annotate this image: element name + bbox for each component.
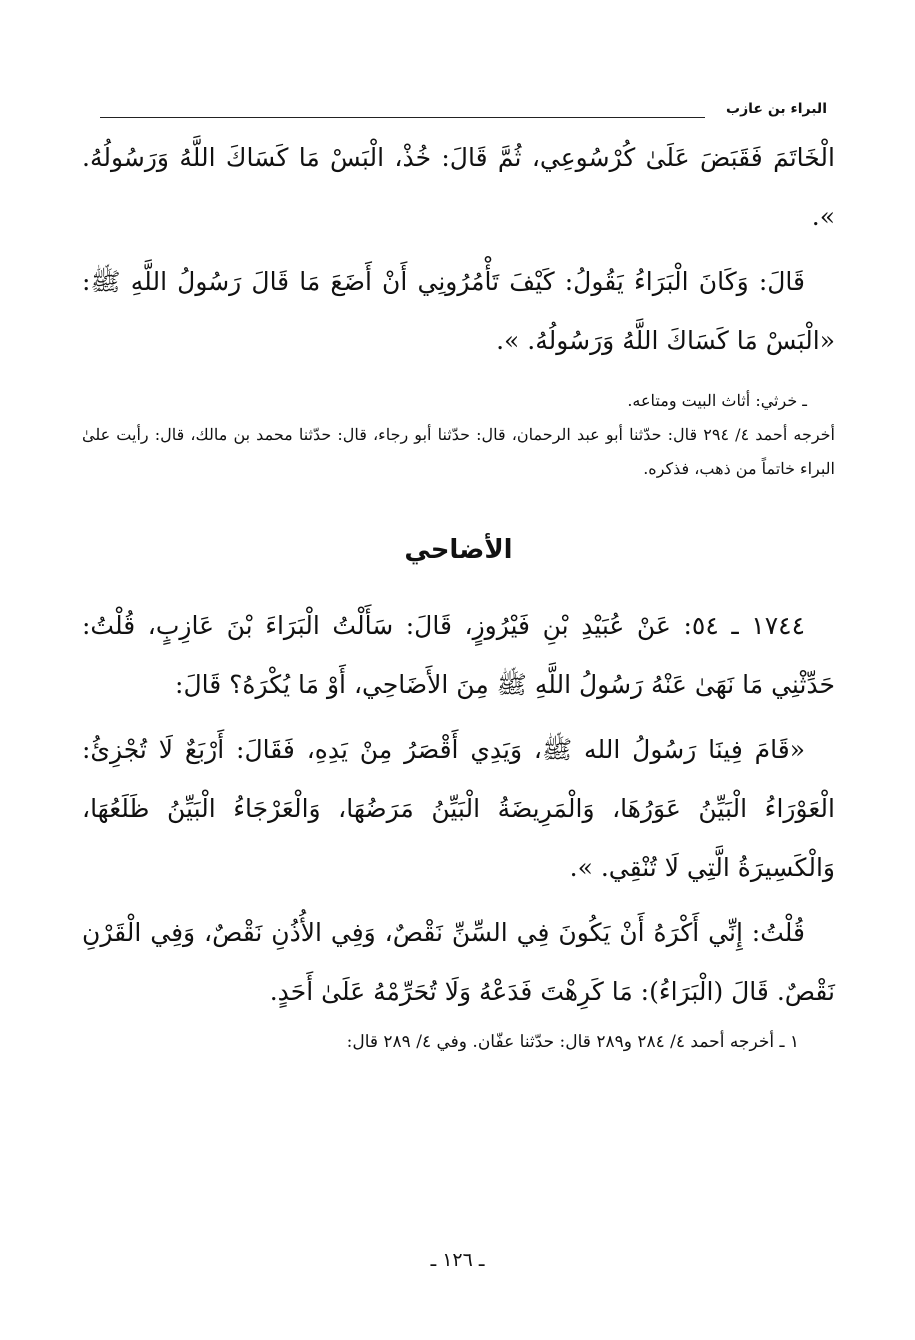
paragraph-continuation: الْخَاتَمَ فَقَبَضَ عَلَىٰ كُرْسُوعِي، ثُمَّ قَالَ: خُذْ، الْبَسْ مَا كَسَاكَ اللَّهُ وَرَسُولُهُ. ». — [82, 143, 835, 231]
header-rule — [100, 117, 705, 118]
hadith-quote-paragraph: «قَامَ فِينَا رَسُولُ الله ﷺ، وَيَدِي أَقْصَرُ مِنْ يَدِهِ، فَقَالَ: أَرْبَعٌ لَا تُجْزِئُ: الْعَوْرَاءُ الْبَيِّنُ عَوَرُهَا، وَالْمَرِيضَةُ الْبَيِّنُ مَرَضُهَا، وَالْعَرْجَاءُ الْبَيِّنُ ظَلَعُهَا، وَالْكَسِيرَةُ الَّتِي لَا تُنْقِي. ». — [82, 735, 835, 882]
hadith-paragraph: ١٧٤٤ ـ ٥٤: عَنْ عُبَيْدِ بْنِ فَيْرُوزٍ، قَالَ: سَأَلْتُ الْبَرَاءَ بْنَ عَازِبٍ، قُلْتُ: حَدِّثْنِي مَا نَهَىٰ عَنْهُ رَسُولُ اللَّهِ ﷺ مِنَ الأَضَاحِي، أَوْ مَا يُكْرَهُ؟ قَالَ: — [82, 611, 835, 699]
gloss-note: ـ خرثي: أثاث البيت ومتاعه. — [627, 391, 807, 410]
paragraph-bara-saying: قَالَ: وَكَانَ الْبَرَاءُ يَقُولُ: كَيْفَ تَأْمُرُونِي أَنْ أَضَعَ مَا قَالَ رَسُولُ اللَّهِ ﷺ: «الْبَسْ مَا كَسَاكَ اللَّهُ وَرَسُولُهُ. ». — [82, 267, 835, 355]
section-title: الأضاحي — [404, 535, 513, 565]
page-body — [82, 128, 835, 1057]
footnote: ١ ـ أخرجه أحمد ٤/ ٢٨٤ و٢٨٩ قال: حدّثنا عفّان. وفي ٤/ ٢٨٩ قال: — [346, 1032, 799, 1052]
spacer — [82, 370, 835, 384]
page-number: ـ ١٢٦ ـ — [430, 1249, 485, 1271]
hadith-closing-paragraph: قُلْتُ: إِنِّي أَكْرَهُ أَنْ يَكُونَ فِي السِّنِّ نَقْصٌ، وَفِي الأُذُنِ نَقْصٌ، وَفِي الْقَرْنِ نَقْصٌ. قَالَ (الْبَرَاءُ): مَا كَرِهْتَ فَدَعْهُ وَلَا تُحَرِّمْهُ عَلَىٰ أَحَدٍ. — [82, 918, 835, 1006]
running-header: البراء بن عازب — [726, 101, 827, 117]
takhrij-note: أخرجه أحمد ٤/ ٢٩٤ قال: حدّثنا أبو عبد الرحمان، قال: حدّثنا أبو رجاء، قال: حدّثنا محمد بن مالك، قال: رأيت علىٰ البراء خاتماً من ذهب، فذكره. — [82, 425, 835, 478]
